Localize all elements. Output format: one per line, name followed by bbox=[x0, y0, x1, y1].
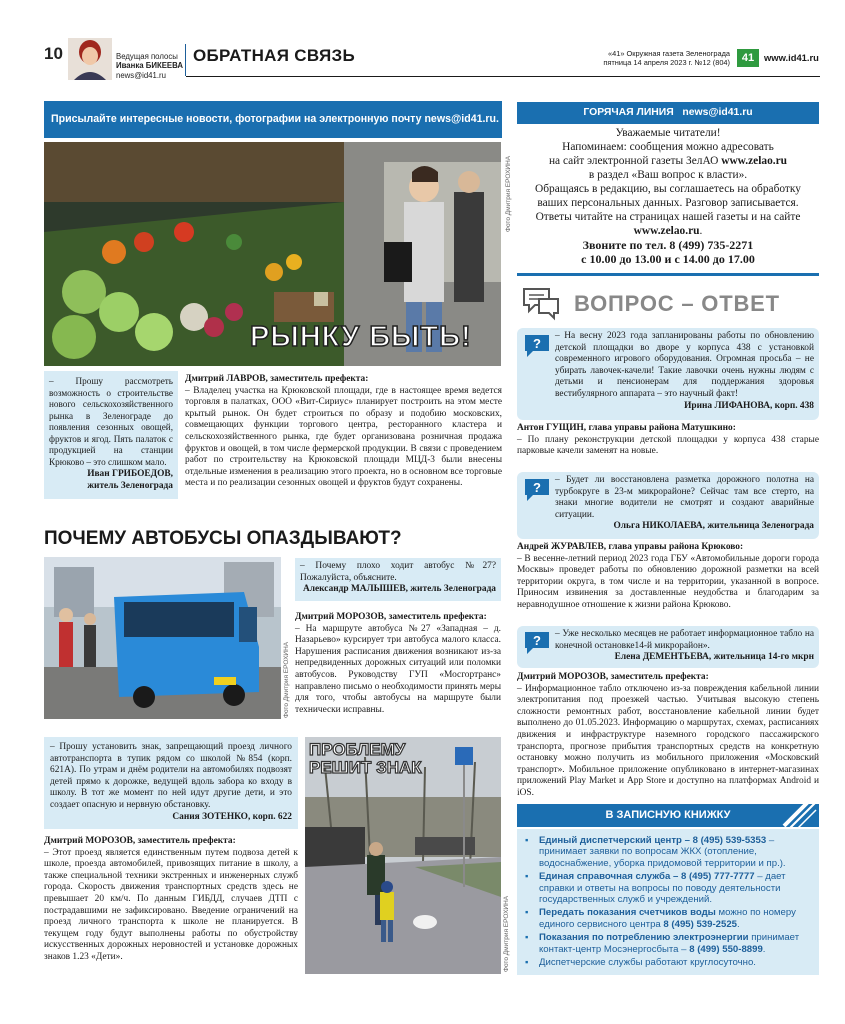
qa-question-sig-3: Елена ДЕМЕНТЬЕВА, жительница 14-го мкрн bbox=[614, 652, 814, 663]
notebook-item: ▪ Передать показания счетчиков воды можно по номеру единого сервисного центра 8 (495) 539-2525. bbox=[525, 907, 796, 930]
question-mark-icon bbox=[523, 477, 551, 503]
notebook-header: В ЗАПИСНУЮ КНИЖКУ bbox=[517, 804, 819, 827]
hotline-site-2[interactable]: www.zelao.ru bbox=[633, 225, 700, 237]
hotline-line7: Ответы читайте на страницах нашей газеты и на сайте bbox=[535, 211, 801, 223]
hotline-hours: с 10.00 до 13.00 и с 14.00 до 17.00 bbox=[581, 252, 755, 266]
hotline-bottom-rule bbox=[517, 273, 819, 276]
sign-headline-line2: РЕШИТ ЗНАК bbox=[309, 758, 422, 777]
sign-question-text: – Прошу установить знак, запрещающий проезд личного автотранспорта в тупик рядом со школой №854 (корп. 621А). По утрам и днём родители на автомобилях подвозят детей прямо к дорожке, ведущей вдоль забора ко входу в школу. В тот же момент по ней идут другие дети, и это создает опасную и нервную обстановку. bbox=[50, 742, 292, 810]
hotline-line2: Напоминаем: сообщения можно адресовать bbox=[562, 141, 774, 153]
hotline-email[interactable]: news@id41.ru bbox=[682, 107, 753, 118]
pencil-icon bbox=[778, 792, 818, 832]
hotline-greeting: Уважаемые читатели! bbox=[615, 127, 721, 139]
qa-question-box-1 bbox=[517, 328, 819, 420]
bus-question-sig: Александр МАЛЫШЕВ, житель Зеленограда bbox=[302, 584, 496, 595]
notebook-item: ▪ Единый диспетчерский центр – 8 (495) 539-5353 – принимает заявки по вопросам ЖКХ (отопление, водоснабжение, уборка придомовой территории и пр.). bbox=[525, 835, 786, 869]
svg-text:?: ? bbox=[533, 633, 541, 648]
qa-question-box-2 bbox=[517, 472, 819, 539]
bus-answer-text: – На маршруте автобуса №27 «Западная – д. Назарьево» курсирует три автобуса малого класса. Нарушения расписания движения возникают из-за непредвиденных дорожных ситуаций или поломки автобусов. Руководству ГУП «Мосгортранс» направлено письмо о необходимости принять меры для того, чтобы автобусы на маршруте были технически исправны. bbox=[295, 623, 501, 715]
editor-role: Ведущая полосы bbox=[116, 52, 178, 61]
hotline-title: ГОРЯЧАЯ ЛИНИЯ bbox=[583, 107, 674, 118]
sign-question-box bbox=[44, 737, 298, 829]
notebook-item: ▪ Показания по потреблению электроэнергии принимает контакт-центр Мосэнергосбыта – 8 (499) 550-8899. bbox=[525, 932, 800, 955]
qa-question-text-1: – На весну 2023 года запланированы работы по обновлению детской площадки во дворе у корпуса 438 с установкой современного игрового оборудования. Огромная просьба – не убирать лавочек-качели! Такие лавочки очень нужны людям с детьми и пенсионерам для поддержания здоровья вестибулярного аппарата – это научный факт! bbox=[555, 331, 814, 399]
chat-icon bbox=[521, 285, 561, 321]
buses-headline: ПОЧЕМУ АВТОБУСЫ ОПАЗДЫВАЮТ? bbox=[44, 528, 402, 549]
market-question-sig-residence: житель Зеленограда bbox=[87, 480, 173, 491]
sign-photo-credit: Фото Дмитрия ЕРОХИНА bbox=[503, 895, 510, 972]
qa-question-text-3: – Уже несколько месяцев не работает информационное табло на конечной остановке14-й микрорайон». bbox=[555, 629, 814, 651]
hotline-line3: на сайт электронной газеты ЗелАО bbox=[548, 155, 722, 167]
market-question-sig-name: Иван ГРИБОЕДОВ, bbox=[87, 469, 173, 479]
svg-text:?: ? bbox=[533, 480, 541, 495]
sign-question-sig: Сания ЗОТЕНКО, корп. 622 bbox=[172, 811, 292, 822]
market-question-box bbox=[44, 371, 178, 499]
page-number: 10 bbox=[44, 44, 63, 63]
site-link[interactable]: www.id41.ru bbox=[764, 52, 819, 63]
question-mark-icon bbox=[523, 333, 551, 359]
hotline-body bbox=[517, 126, 819, 266]
sign-headline-line1: ПРОБЛЕМУ bbox=[309, 740, 406, 759]
market-answer-text: – Владелец участка на Крюковской площади, где в настоящее время ведется торговля в палатках, ООО «Вит-Сириус» планирует построить на этом месте крытый рынок. Он будет строиться по образу и подобию московских, совмещающих функции торгового центра, ресторанного кластера и сельскохозяйственного рынка, где будет организована розничная продажа фруктов и овощей, в том числе фермерской продукции. В связи с проведением работ по строительству на Крюковской площади МЦД-3 были внесены отдельные изменения в реализацию этого проекта, но в основном все торговые места и по реализации сезонных овощей и фруктов будут сохранены. bbox=[185, 385, 502, 489]
qa-answer-author-3: Дмитрий МОРОЗОВ, заместитель префекта: bbox=[517, 672, 709, 682]
paper-logo-icon: 41 bbox=[737, 49, 759, 67]
email-banner: Присылайте интересные новости, фотографии на электронную почту news@id41.ru. bbox=[44, 101, 502, 138]
notebook-body bbox=[517, 829, 819, 975]
hotline-line6: ваших персональных данных. Разговор записывается. bbox=[537, 197, 799, 209]
bus-question-text: – Почему плохо ходит автобус №27? Пожалуйста, объясните. bbox=[300, 561, 496, 583]
bus-answer-author: Дмитрий МОРОЗОВ, заместитель префекта: bbox=[295, 612, 487, 622]
paper-name: «41» Окружная газета Зеленограда bbox=[608, 49, 730, 58]
bus-question-box bbox=[295, 558, 501, 601]
header-divider bbox=[185, 44, 186, 76]
hotline-phone: Звоните по тел. 8 (499) 735-2271 bbox=[582, 238, 754, 252]
editor-avatar bbox=[68, 38, 112, 80]
issue-date: пятница 14 апреля 2023 г. №12 (804) bbox=[603, 58, 730, 67]
qa-title: ВОПРОС – ОТВЕТ bbox=[574, 291, 780, 316]
qa-question-sig-2: Ольга НИКОЛАЕВА, жительница Зеленограда bbox=[613, 521, 814, 532]
qa-answer-author-2: Андрей ЖУРАВЛЕВ, глава управы района Крюково: bbox=[517, 542, 744, 552]
qa-question-sig-1: Ирина ЛИФАНОВА, корп. 438 bbox=[684, 400, 814, 411]
bus-photo-credit: Фото Дмитрия ЕРОХИНА bbox=[283, 641, 290, 718]
qa-answer-text-2: – В весенне-летний период 2023 года ГБУ «Автомобильные дороги города Москвы» проведет работы по обновлению дорожной разметки на всей территории округа, в том числе и на территории, указанной в вопросе. Приносим извинения за доставленные неудобства и благодарим за неравнодушное отношение к жизни района Крюково. bbox=[517, 553, 819, 610]
header-rule bbox=[186, 76, 820, 77]
market-headline: РЫНКУ БЫТЬ! bbox=[250, 321, 472, 353]
qa-question-text-2: – Будет ли восстановлена разметка дорожного полотна на турбокруге в 23-м микрорайоне? Сейчас там все стерто, на знаки многие водители не смотрят и создают аварийные ситуации. bbox=[555, 475, 814, 520]
hotline-line5: Обращаясь в редакцию, вы соглашаетесь на обработку bbox=[535, 183, 801, 195]
qa-question-box-3 bbox=[517, 626, 819, 668]
hotline-site[interactable]: www.zelao.ru bbox=[721, 155, 788, 167]
editor-email[interactable]: news@id41.ru bbox=[116, 70, 166, 80]
notebook-item: ▪ Единая справочная служба – 8 (495) 777-7777 – дает справки и ответы на вопросы по поводу деятельности государственных служб и учреждений. bbox=[525, 871, 786, 906]
market-photo-credit: Фото Дмитрия ЕРОХИНА bbox=[505, 155, 512, 232]
hotline-line8-tail: . bbox=[699, 225, 703, 237]
market-answer-author: Дмитрий ЛАВРОВ, заместитель префекта: bbox=[185, 374, 369, 384]
question-mark-icon bbox=[523, 630, 551, 656]
svg-text:?: ? bbox=[533, 336, 541, 351]
editor-name: Иванка БИКЕЕВА bbox=[116, 61, 183, 71]
bus-photo bbox=[44, 557, 281, 719]
section-title: ОБРАТНАЯ СВЯЗЬ bbox=[193, 46, 356, 65]
sign-answer-text: – Этот проезд является единственным путем подвоза детей к школе, проезда автомобилей, привозящих питание в школу, а также специальной техники экстренных и инженерных служб города. Скорость движения транспортных средств здесь не превышает 20 км/ч. По данным ГИБДД, случаев ДТП с пострадавшими не зафиксировано. Введение ограничений на проезд личного транспорта к школе не планируется. В текущем году будут выполнены работы по обустройству искусственных дорожных неровностей и установке дорожных знаков 1.23 «Дети». bbox=[44, 847, 298, 962]
qa-answer-text-1: – По плану реконструкции детской площадки у корпуса 438 старые парковые качели заменят на новые. bbox=[517, 434, 819, 457]
sign-answer-author: Дмитрий МОРОЗОВ, заместитель префекта: bbox=[44, 836, 236, 846]
notebook-item: ▪ Диспетчерские службы работают круглосуточно. bbox=[525, 957, 756, 969]
qa-answer-text-3: – Информационное табло отключено из-за повреждения кабельной линии электропитания под проезжей частью. Учитывая высокую степень сложности ремонтных работ, восстановление кабельной линии будет выполнено до 01.05.2023. Информацию о маршрутах, схемах, расписаниях движения и инфраструктуре наземного городского пассажирского транспорта, прогнозе прибытия транспортных средств на конкретную остановку можно получить из мобильного приложения «Московский транспорт». Мобильное приложение опубликовано в интернет-магазинах приложений Play Market и App Store и доступно на платформах Android и iOS. bbox=[517, 683, 819, 798]
qa-answer-author-1: Антон ГУЩИН, глава управы района Матушкино: bbox=[517, 423, 736, 433]
hotline-header bbox=[517, 102, 819, 124]
hotline-line4: в раздел «Ваш вопрос к власти». bbox=[588, 169, 748, 181]
market-question-text: – Прошу рассмотреть возможность о строительстве нового сельскохозяйственного рынка в Зеленограде до появления сезонных овощей, фруктов и ягод. Пять палаток с продукцией на станции Крюково – это слишком мало. bbox=[49, 376, 173, 467]
